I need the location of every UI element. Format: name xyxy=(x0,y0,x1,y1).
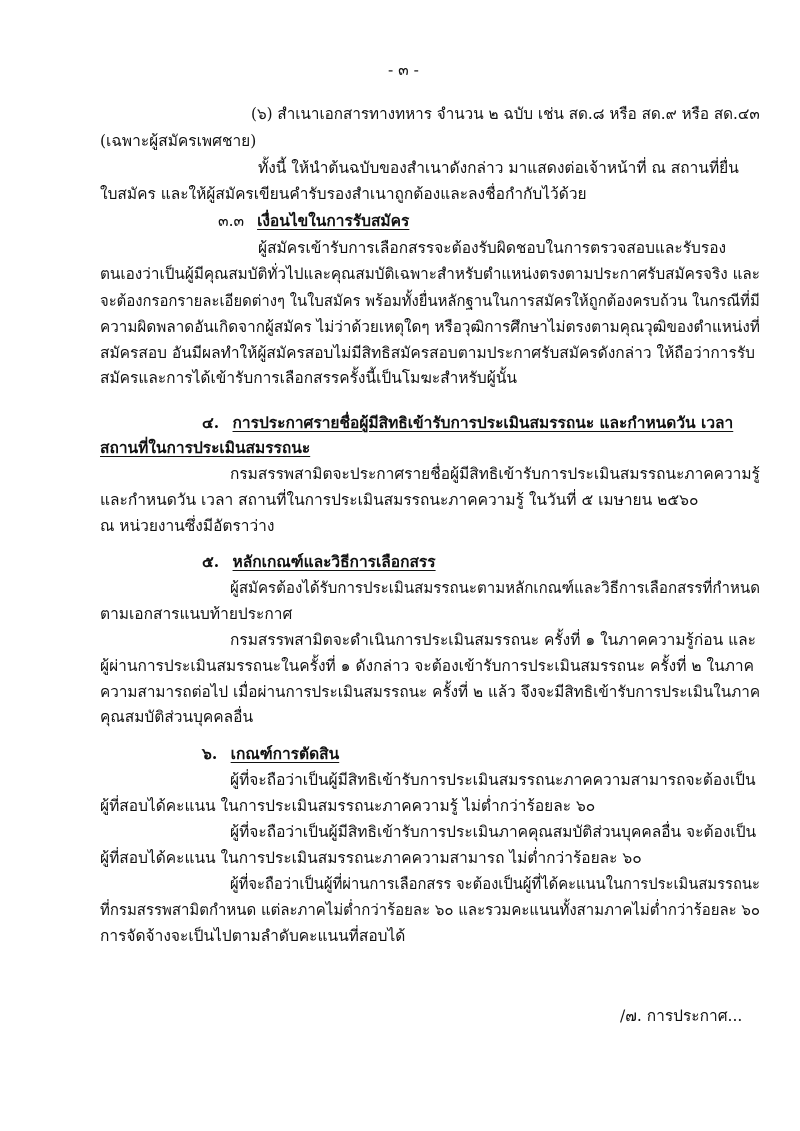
item-6-line-2: (เฉพาะผู้สมัครเพศชาย) xyxy=(100,132,257,150)
section-5-line-6: คุณสมบัติส่วนบุคคลอื่น xyxy=(100,708,254,726)
section-6-line-3: ผู้ที่จะถือว่าเป็นผู้มีสิทธิเข้ารับการประเมินภาคคุณสมบัติส่วนบุคคลอื่น จะต้องเป็น xyxy=(230,823,757,841)
section-3-3-line-3: จะต้องกรอกรายละเอียดต่างๆ ในใบสมัคร พร้อมทั้งยื่นหลักฐานในการสมัครให้ถูกต้องครบถ้วน ในกรณีที่มี xyxy=(100,292,760,310)
section-5-line-3: กรมสรรพสามิตจะดำเนินการประเมินสมรรถนะ ครั้งที่ ๑ ในภาคความรู้ก่อน และ xyxy=(230,631,756,649)
section-5-number: ๕. xyxy=(202,552,220,571)
section-5-line-2: ตามเอกสารแนบท้ายประกาศ xyxy=(100,605,293,623)
section-6-number: ๖. xyxy=(202,744,218,763)
section-3-3-line-5: สมัครสอบ อันมีผลทำให้ผู้สมัครสอบไม่มีสิทธิสมัครสอบตามประกาศรับสมัครดังกล่าว ให้ถือว่าการรับ xyxy=(100,344,755,362)
section-5-title: หลักเกณฑ์และวิธีการเลือกสรร xyxy=(232,552,436,571)
item-6-line-1: (๖) สำเนาเอกสารทางทหาร จำนวน ๒ ฉบับ เช่น สด.๘ หรือ สด.๙ หรือ สด.๔๓ xyxy=(251,105,760,123)
section-6-line-7: การจัดจ้างจะเป็นไปตามลำดับคะแนนที่สอบได้ xyxy=(100,927,406,945)
section-4-line-2: และกำหนดวัน เวลา สถานที่ในการประเมินสมรรถนะภาคความรู้ ในวันที่ ๕ เมษายน ๒๕๖๐ xyxy=(100,491,699,509)
section-5-line-4: ผู้ผ่านการประเมินสมรรถนะในครั้งที่ ๑ ดังกล่าว จะต้องเข้ารับการประเมินสมรรถนะ ครั้งที่ ๒ ในภาค xyxy=(100,657,754,675)
section-4-heading xyxy=(202,413,733,433)
section-6-line-4: ผู้ที่สอบได้คะแนน ในการประเมินสมรรถนะภาคความสามารถ ไม่ต่ำกว่าร้อยละ ๖๐ xyxy=(100,849,642,867)
section-6-line-2: ผู้ที่สอบได้คะแนน ในการประเมินสมรรถนะภาคความรู้ ไม่ต่ำกว่าร้อยละ ๖๐ xyxy=(100,797,596,815)
section-4-title-line-2: สถานที่ในการประเมินสมรรถนะ xyxy=(100,438,311,457)
section-4-line-1: กรมสรรพสามิตจะประกาศรายชื่อผู้มีสิทธิเข้ารับการประเมินสมรรถนะภาคความรู้ xyxy=(230,465,760,483)
section-4-number: ๔. xyxy=(202,413,220,432)
continuation-marker: /๗. การประกาศ... xyxy=(620,1007,743,1025)
section-3-3-line-2: ตนเองว่าเป็นผู้มีคุณสมบัติทั่วไปและคุณสมบัติเฉพาะสำหรับตำแหน่งตรงตามประกาศรับสมัครจริง และ xyxy=(100,265,761,283)
section-3-3-number: ๓.๓ xyxy=(218,212,245,230)
page-number: - ๓ - xyxy=(388,61,419,79)
section-4-title-line-1: การประกาศรายชื่อผู้มีสิทธิเข้ารับการประเมินสมรรถนะ และกำหนดวัน เวลา xyxy=(232,413,734,432)
section-6-title: เกณฑ์การตัดสิน xyxy=(230,744,340,763)
section-3-3-heading xyxy=(218,211,409,231)
section-3-3-title: เงื่อนไขในการรับสมัคร xyxy=(257,211,410,230)
section-3-3-line-1: ผู้สมัครเข้ารับการเลือกสรรจะต้องรับผิดชอบในการตรวจสอบและรับรอง xyxy=(258,239,727,257)
section-6-line-6: ที่กรมสรรพสามิตกำหนด แต่ละภาคไม่ต่ำกว่าร้อยละ ๖๐ และรวมคะแนนทั้งสามภาคไม่ต่ำกว่าร้อยละ ๖๐ xyxy=(100,901,761,919)
section-6-line-5: ผู้ที่จะถือว่าเป็นผู้ที่ผ่านการเลือกสรร จะต้องเป็นผู้ที่ได้คะแนนในการประเมินสมรรถนะ xyxy=(230,875,760,893)
section-5-line-5: ความสามารถต่อไป เมื่อผ่านการประเมินสมรรถนะ ครั้งที่ ๒ แล้ว จึงจะมีสิทธิเข้ารับการประเมินในภาค xyxy=(100,683,761,701)
item-6-note-line-2: ใบสมัคร และให้ผู้สมัครเขียนคำรับรองสำเนาถูกต้องและลงชื่อกำกับไว้ด้วย xyxy=(100,185,587,203)
section-6-heading xyxy=(202,744,339,764)
section-3-3-line-6: สมัครและการได้เข้ารับการเลือกสรรครั้งนี้เป็นโมฆะสำหรับผู้นั้น xyxy=(100,369,518,387)
section-4-line-3: ณ หน่วยงานซึ่งมีอัตราว่าง xyxy=(100,517,275,535)
section-6-line-1: ผู้ที่จะถือว่าเป็นผู้มีสิทธิเข้ารับการประเมินสมรรถนะภาคความสามารถจะต้องเป็น xyxy=(230,771,756,789)
section-5-heading xyxy=(202,552,436,572)
section-3-3-line-4: ความผิดพลาดอันเกิดจากผู้สมัคร ไม่ว่าด้วยเหตุใดๆ หรือวุฒิการศึกษาไม่ตรงตามคุณวุฒิของตำแหน่งที่ xyxy=(100,318,760,336)
item-6-note-line-1: ทั้งนี้ ให้นำต้นฉบับของสำเนาดังกล่าว มาแสดงต่อเจ้าหน้าที่ ณ สถานที่ยื่น xyxy=(258,159,739,177)
section-5-line-1: ผู้สมัครต้องได้รับการประเมินสมรรถนะตามหลักเกณฑ์และวิธีการเลือกสรรที่กำหนด xyxy=(230,579,760,597)
